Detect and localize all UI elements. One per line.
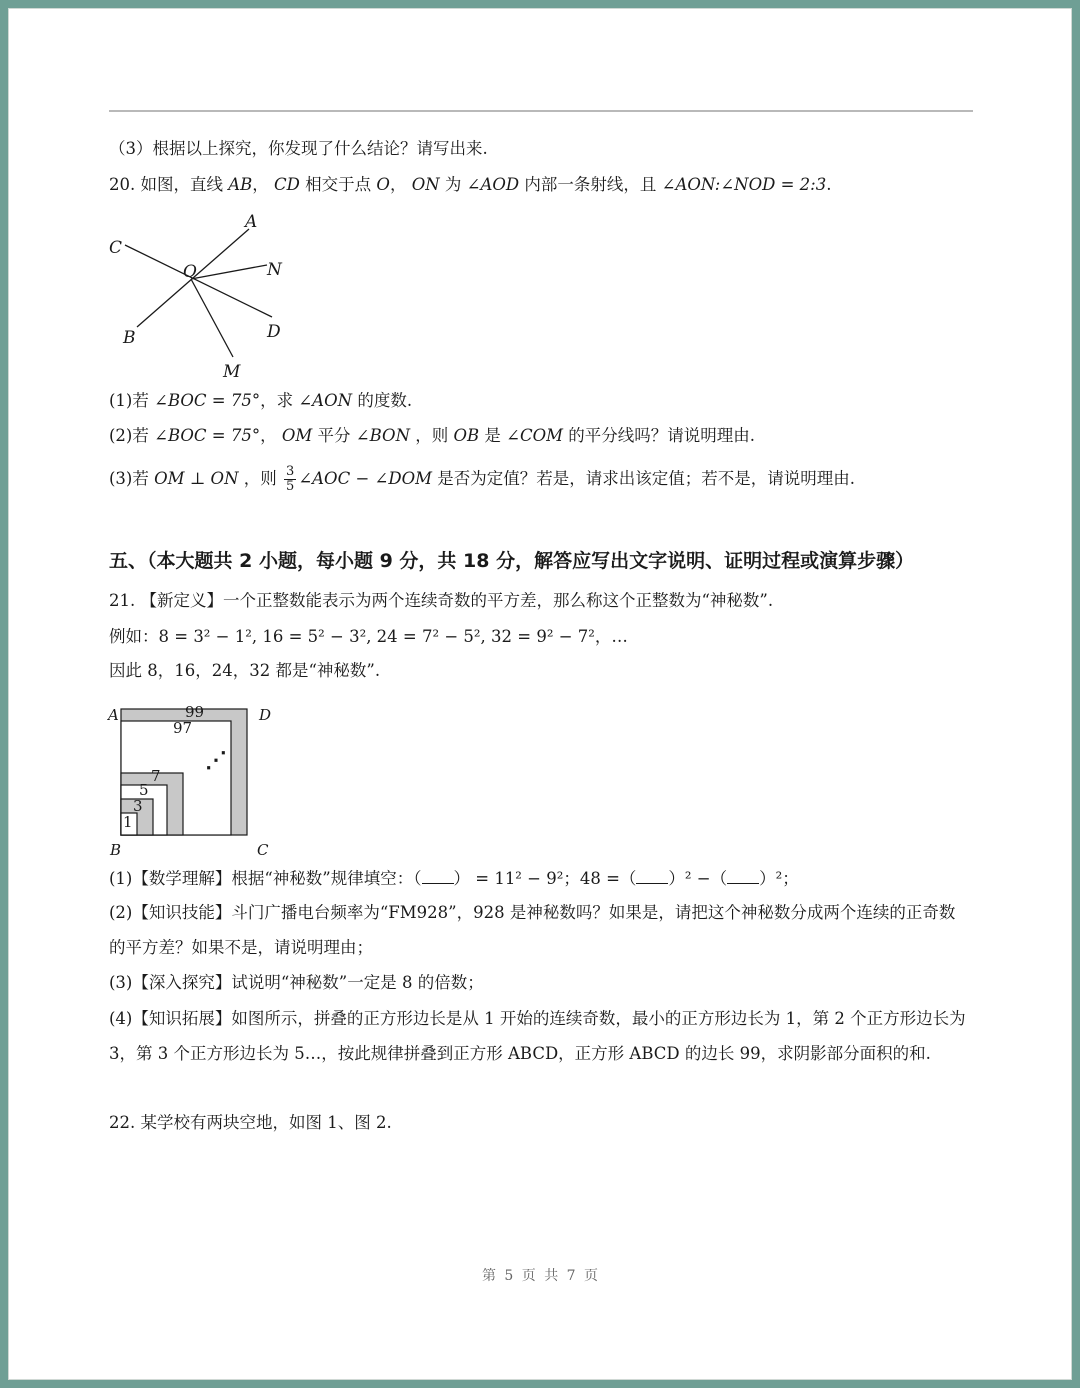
- text: 的平分线吗？请说明理由.: [563, 426, 756, 445]
- label-d: D: [259, 706, 272, 724]
- label-97: 97: [173, 719, 193, 737]
- q20-stem: [109, 173, 831, 197]
- label-1: 1: [123, 813, 133, 831]
- math: ∠AON: [298, 391, 353, 410]
- label-a: A: [108, 706, 119, 724]
- math: ∠COM: [506, 426, 564, 445]
- math-on: ON: [411, 175, 440, 194]
- q22-stem: 22. 某学校有两块空地，如图 1、图 2.: [109, 1113, 392, 1132]
- page-footer: 第 5 页 共 7 页: [481, 1268, 601, 1284]
- math: ∠BOC = 75°: [154, 391, 261, 410]
- section-5-heading: 五、（本大题共 2 小题，每小题 9 分，共 18 分，解答应写出文字说明、证明过程或演算步骤）: [109, 550, 915, 572]
- q21-conclusion: 因此 8，16，24，32 都是“神秘数”.: [109, 661, 381, 680]
- q21-part3: (3)【深入探究】试说明“神秘数”一定是 8 的倍数；: [109, 973, 484, 992]
- math: ∠AOC − ∠DOM: [298, 469, 432, 488]
- answer-blank-2[interactable]: [636, 883, 668, 884]
- header-rule: [109, 110, 973, 112]
- math: 8 = 3² − 1², 16 = 5² − 3², 24 = 7² − 5², 32 = 9² − 7²，…: [158, 627, 628, 646]
- text: 20. 如图，直线: [109, 175, 223, 194]
- answer-blank-1[interactable]: [422, 883, 454, 884]
- text: 为: [439, 175, 462, 194]
- text: ，求: [260, 391, 294, 410]
- math: ∠BOC = 75°: [154, 426, 261, 445]
- q20-part1: [109, 389, 412, 413]
- q21-part2: (2)【知识技能】斗门广播电台频率为“FM928”，928 是神秘数吗？如果是，请把这个神秘数分成两个连续的正奇数的平方差？如果不是，请说明理由；: [109, 903, 956, 957]
- ray-on: [191, 265, 267, 279]
- text: 例如：: [109, 627, 159, 646]
- label-99: 99: [185, 703, 205, 721]
- ellipsis-dots: ⋰: [205, 747, 227, 773]
- text: ，: [252, 175, 269, 194]
- math-o: O: [376, 175, 390, 194]
- text: ，则: [410, 426, 449, 445]
- label-o: O: [183, 262, 197, 282]
- text: ） = 11² − 9²；48 =（: [453, 869, 637, 888]
- text: 平分: [312, 426, 351, 445]
- fraction-numerator: 3: [286, 464, 295, 479]
- text: ）² −（: [668, 869, 728, 888]
- text: (2)若: [109, 426, 149, 445]
- text: (1)若: [109, 391, 149, 410]
- label-c: C: [257, 841, 269, 857]
- text: 是: [479, 426, 501, 445]
- math-ab: AB: [228, 175, 253, 194]
- q20-part2: [109, 424, 755, 448]
- math-aod: ∠AOD: [466, 175, 520, 194]
- q21-figure: [107, 695, 277, 857]
- label-a: A: [245, 212, 258, 232]
- label-n: N: [267, 260, 282, 280]
- text: ，: [389, 175, 407, 194]
- text: ，: [260, 426, 277, 445]
- math: OB: [453, 426, 480, 445]
- q21-example: [109, 625, 628, 649]
- text: (1)【数学理解】根据“神秘数”规律填空：（: [109, 869, 422, 888]
- document-page: [8, 8, 1072, 1380]
- math: OM: [281, 426, 313, 445]
- q20-part3: [109, 465, 855, 494]
- q21-intro: 21. 【新定义】一个正整数能表示为两个连续奇数的平方差，那么称这个正整数为“神秘数”.: [109, 591, 774, 610]
- text: (3)若: [109, 469, 149, 488]
- label-c: C: [109, 238, 123, 258]
- math: ∠BON: [355, 426, 411, 445]
- q20-figure: [107, 207, 297, 377]
- label-b: B: [123, 328, 136, 348]
- label-7: 7: [151, 767, 161, 785]
- line-cd: [125, 245, 272, 317]
- math-cd: CD: [274, 175, 300, 194]
- q21-part1: [109, 867, 799, 891]
- label-3: 3: [133, 797, 143, 815]
- ray-om: [191, 279, 233, 357]
- answer-blank-3[interactable]: [727, 883, 759, 884]
- q21-part4: (4)【知识拓展】如图所示，拼叠的正方形边长是从 1 开始的连续奇数，最小的正方形边长为 1，第 2 个正方形边长为 3，第 3 个正方形边长为 5…，按此规律拼叠到正方形 ABCD，正方形 ABCD 的边长 99，求阴影部分面积的和.: [109, 1009, 966, 1063]
- label-b: B: [110, 841, 122, 857]
- text: 内部一条射线，且: [519, 175, 657, 194]
- text: 是否为定值？若是，请求出该定值；若不是，请说明理由.: [432, 469, 855, 488]
- text: ）²；: [759, 869, 799, 888]
- label-d: D: [267, 322, 281, 342]
- text: ，则: [238, 469, 277, 488]
- fraction-denominator: 5: [286, 479, 295, 494]
- text: .: [826, 175, 832, 194]
- text: 的度数.: [352, 391, 413, 410]
- math: OM ⊥ ON: [154, 469, 239, 488]
- fraction: [284, 465, 296, 494]
- q19-part3: （3）根据以上探究，你发现了什么结论？请写出来.: [109, 139, 488, 158]
- label-5: 5: [139, 781, 149, 799]
- label-m: M: [223, 362, 241, 377]
- text: 相交于点: [305, 175, 372, 194]
- math-ratio: ∠AON:∠NOD = 2:3: [661, 175, 827, 194]
